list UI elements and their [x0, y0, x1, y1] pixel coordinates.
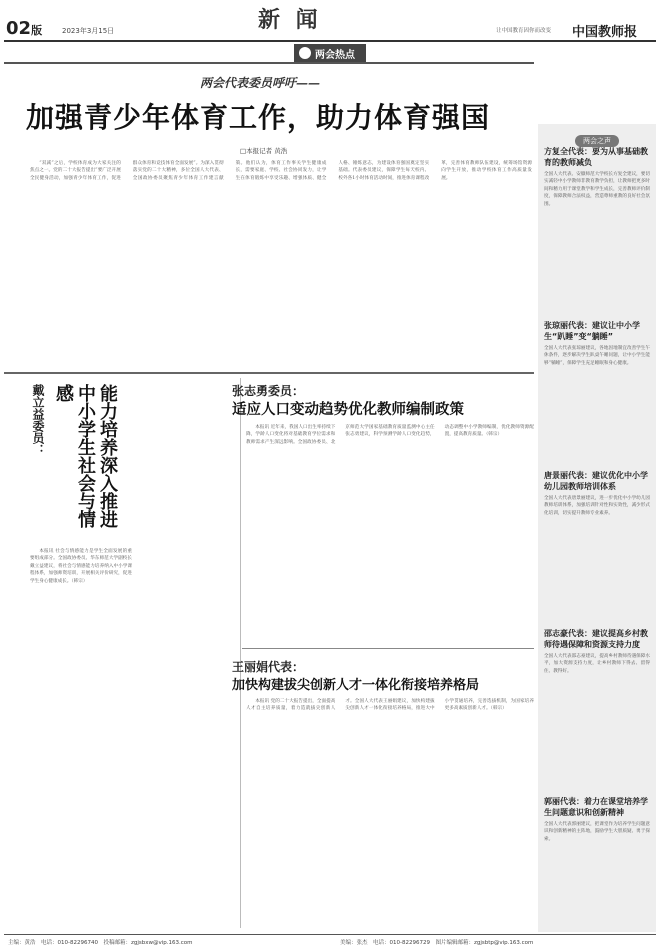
zhang-article-body: [246, 424, 534, 644]
main-article-text: “双减”之后，学校体育成为大家关注的焦点之一。党的二十大报告提出“要广泛开展全民健身活动，加强青少年体育工作，促进群众体育和竞技体育全面发展”。为深入贯彻落实党的二十大精神，多位全国人大代表、全国政协委员聚焦青少年体育工作建言献策。他们认为，体育工作事关学生健康成长，需要家庭、学校、社会协同发力，让学生在体育锻炼中享受乐趣、增强体质、健全人格、锤炼意志，为建设体育强国奠定坚实基础。代表委员建议，保障学生每天校内、校外各1小时体育活动时间，推进体育课程改革，完善体育教师队伍建设，统筹场馆资源向学生开放，推动学校体育工作高质量发展。: [30, 161, 532, 181]
main-headline: 加强青少年体育工作，助力体育强国: [26, 101, 491, 134]
issue-date: 2023年3月15日: [62, 27, 115, 35]
sidebar-item-title: 方复全代表：要为从事基础教育的教师减负: [544, 147, 648, 167]
sidebar-item-text: 全国人大代表邵志豪建议，提高乡村教师待遇保障水平，加大资源支持力度，让乡村教师下得去、留得住、教得好。: [544, 654, 650, 674]
sidebar-item-4: [544, 628, 650, 753]
mid-divider: [242, 648, 534, 649]
footer-rule: [4, 934, 656, 935]
sidebar-header: [538, 128, 656, 145]
sidebar-item-text: 全国人大代表唐景丽建议，进一步优化中小学幼儿园教师培训体系，加强培训针对性和实效性，减少形式化培训，切实提升教师专业素养。: [544, 496, 650, 516]
wang-article-text: 本报讯 党的二十大报告提出，全面提高人才自主培养质量，着力造就拔尖创新人才。全国人大代表王丽娟建议，加快构建拔尖创新人才一体化衔接培养格局，推进大中小学贯通培养，完善选拔机制，为国家培养更多高素质创新人才。（韩宗）: [246, 699, 534, 712]
banner-label: 两会热点: [315, 50, 355, 61]
zhang-article-subtitle: 张志勇委员：: [232, 384, 305, 398]
column-divider: [240, 378, 241, 928]
masthead-rule: [4, 40, 656, 42]
zhang-article-text: 本报讯 近年来，我国人口出生率持续下降，学龄人口变化将对基础教育学位需求和教师需求产生深远影响。全国政协委员、北京师范大学国家基础教育质量监测中心主任张志勇建议，科学预测学龄人口变化趋势，动态调整中小学教师编制，优化教师资源配置，提高教育质量。（韩宗）: [246, 425, 534, 445]
footer-right: 美编：张杰 电话：010-82296729 图片编辑邮箱：zgjsbtp@vip.163.com: [340, 940, 534, 946]
vertical-article-body: [30, 548, 132, 928]
page-number-value: 02: [6, 18, 32, 39]
page-number: [6, 20, 42, 40]
page-suffix: 版: [31, 24, 43, 37]
main-byline: □本报记者 黄浩: [240, 147, 288, 155]
sidebar-item-title: 唐景丽代表：建议优化中小学幼儿园教师培训体系: [544, 471, 648, 491]
sidebar-header-label: 两会之声: [575, 135, 619, 147]
masthead-slogan: 让中国教育因你而改变: [496, 28, 552, 34]
sidebar-item-text: 全国人大代表、安徽师范大学校长方复全建议，要切实减轻中小学教师非教育教学负担，让教师把更多时间和精力用于课堂教学和学生成长，完善教师评价制度，保障教师合法权益，营造尊师重教的良好社会氛围。: [544, 172, 650, 207]
wang-article-body: [246, 698, 534, 930]
sidebar: [538, 124, 656, 932]
hot-topic-icon: [299, 47, 311, 59]
sidebar-item-1: [544, 146, 650, 271]
section-divider: [4, 372, 534, 374]
sidebar-item-3: [544, 470, 650, 595]
vertical-article-author: 戴立益委员：: [31, 384, 45, 456]
vertical-article-text: 本报讯 社会与情感能力是学生全面发展的重要组成部分。全国政协委员、华东师范大学副校长戴立益建议，将社会与情感能力培养纳入中小学课程体系，加强师资培训，开展相关评价研究，促进学生身心健康成长。（韩宗）: [30, 549, 132, 584]
hot-topic-banner: [294, 44, 366, 62]
sidebar-item-title: 郭丽代表：着力在课堂培养学生问题意识和创新精神: [544, 797, 648, 817]
banner-rule: [4, 62, 534, 64]
sidebar-item-text: 全国人大代表张琼丽建议，各地因地制宜改善学生午休条件，逐步解决学生趴桌午睡问题，让中小学生能够“躺睡”，保障学生充足睡眠和身心健康。: [544, 346, 650, 366]
sidebar-item-5: [544, 796, 650, 921]
sidebar-item-title: 张琼丽代表：建议让中小学生“趴睡”变“躺睡”: [544, 321, 640, 341]
wang-article-title: 加快构建拔尖创新人才一体化衔接培养格局: [232, 678, 480, 693]
vertical-article-title: 能力培养深入推进中小学生社会与情感: [53, 384, 118, 528]
section-name: 新 闻: [258, 7, 322, 33]
zhang-article-title: 适应人口变动趋势优化教师编制政策: [232, 402, 464, 418]
sidebar-item-2: [544, 320, 650, 425]
footer-left: 主编：黄浩 电话：010-82296740 投稿邮箱：zgjsbxw@vip.163.com: [8, 940, 193, 946]
sidebar-item-title: 邵志豪代表：建议提高乡村教师待遇保障和资源支持力度: [544, 629, 648, 649]
main-article-body: [30, 160, 532, 365]
wang-article-subtitle: 王丽娟代表：: [232, 660, 305, 674]
paper-name: 中国教师报: [572, 25, 638, 40]
masthead: [0, 0, 660, 40]
sidebar-item-text: 全国人大代表郭丽建议，把课堂作为培养学生问题意识和创新精神的主阵地，鼓励学生大胆质疑、勇于探索。: [544, 822, 650, 842]
vertical-article-body-col2: [142, 384, 238, 928]
main-kicker: 两会代表委员呼吁——: [200, 76, 321, 90]
